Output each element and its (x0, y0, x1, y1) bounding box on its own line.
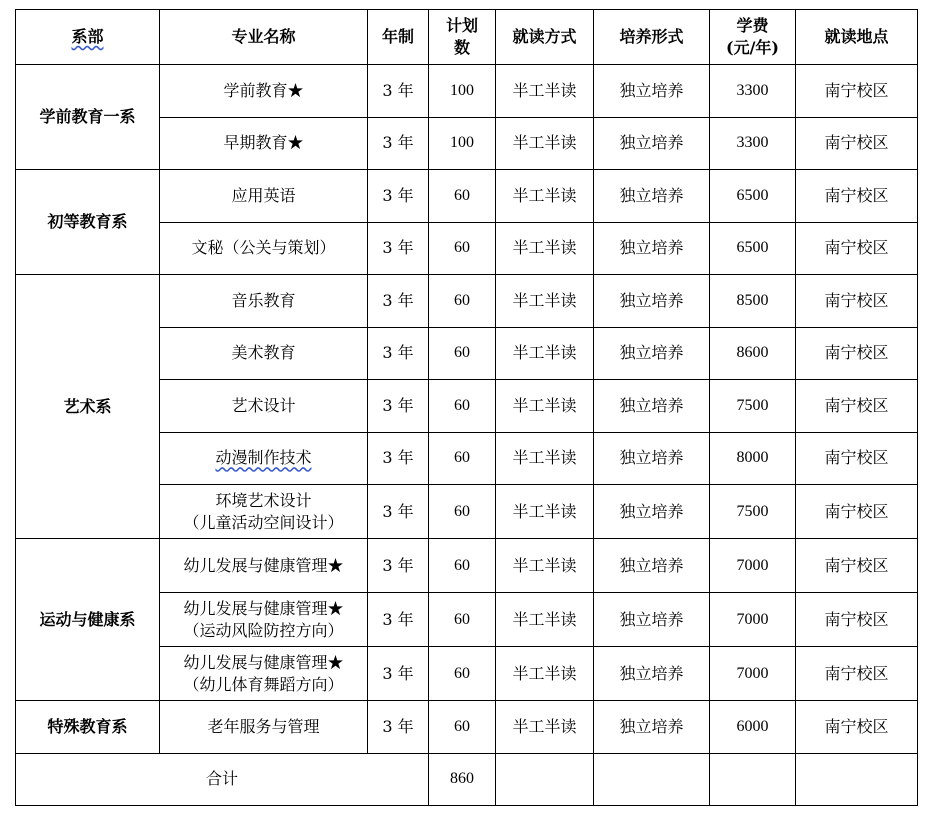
table-row (16, 701, 918, 754)
plan-cell: 60 (429, 275, 496, 328)
fee-cell: 8500 (710, 275, 796, 328)
dept-cell: 运动与健康系 (16, 539, 160, 701)
major-cell: 环境艺术设计 （儿童活动空间设计） (160, 485, 368, 539)
header-location: 就读地点 (796, 10, 918, 65)
dept-cell: 特殊教育系 (16, 701, 160, 754)
total-label: 合计 (16, 753, 429, 806)
years-cell: 3 年 (368, 170, 429, 223)
years-cell: 3 年 (368, 485, 429, 539)
location-cell: 南宁校区 (796, 647, 918, 701)
plan-cell: 60 (429, 647, 496, 701)
location-cell: 南宁校区 (796, 380, 918, 433)
fee-cell: 3300 (710, 117, 796, 170)
plan-cell: 100 (429, 117, 496, 170)
dept-cell: 学前教育一系 (16, 65, 160, 170)
empty-cell (594, 753, 710, 806)
table-row (16, 539, 918, 593)
mode-cell: 半工半读 (496, 485, 594, 539)
major-cell: 幼儿发展与健康管理★ (160, 539, 368, 593)
years-cell: 3 年 (368, 380, 429, 433)
mode-cell: 半工半读 (496, 117, 594, 170)
fee-cell: 3300 (710, 65, 796, 118)
table-row (16, 65, 918, 118)
form-cell: 独立培养 (594, 593, 710, 647)
fee-cell: 6000 (710, 701, 796, 754)
major-cell: 音乐教育 (160, 275, 368, 328)
location-cell: 南宁校区 (796, 701, 918, 754)
form-cell: 独立培养 (594, 539, 710, 593)
mode-cell: 半工半读 (496, 539, 594, 593)
empty-cell (710, 753, 796, 806)
header-fee: 学费 (元/年) (710, 10, 796, 65)
years-cell: 3 年 (368, 539, 429, 593)
enrollment-plan-table (15, 9, 918, 806)
major-cell: 美术教育 (160, 327, 368, 380)
header-major: 专业名称 (160, 10, 368, 65)
header-years: 年制 (368, 10, 429, 65)
fee-cell: 8000 (710, 432, 796, 485)
form-cell: 独立培养 (594, 432, 710, 485)
fee-cell: 6500 (710, 170, 796, 223)
location-cell: 南宁校区 (796, 539, 918, 593)
form-cell: 独立培养 (594, 275, 710, 328)
location-cell: 南宁校区 (796, 65, 918, 118)
form-cell: 独立培养 (594, 647, 710, 701)
empty-cell (496, 753, 594, 806)
years-cell: 3 年 (368, 593, 429, 647)
form-cell: 独立培养 (594, 65, 710, 118)
mode-cell: 半工半读 (496, 275, 594, 328)
plan-cell: 60 (429, 539, 496, 593)
plan-cell: 60 (429, 380, 496, 433)
plan-cell: 60 (429, 327, 496, 380)
location-cell: 南宁校区 (796, 432, 918, 485)
years-cell: 3 年 (368, 432, 429, 485)
form-cell: 独立培养 (594, 485, 710, 539)
years-cell: 3 年 (368, 275, 429, 328)
major-cell: 早期教育★ (160, 117, 368, 170)
mode-cell: 半工半读 (496, 380, 594, 433)
location-cell: 南宁校区 (796, 170, 918, 223)
fee-cell: 7000 (710, 647, 796, 701)
form-cell: 独立培养 (594, 380, 710, 433)
plan-cell: 60 (429, 222, 496, 275)
fee-cell: 7000 (710, 593, 796, 647)
location-cell: 南宁校区 (796, 222, 918, 275)
location-cell: 南宁校区 (796, 327, 918, 380)
form-cell: 独立培养 (594, 222, 710, 275)
major-cell: 学前教育★ (160, 65, 368, 118)
major-cell: 艺术设计 (160, 380, 368, 433)
form-cell: 独立培养 (594, 701, 710, 754)
dept-cell: 初等教育系 (16, 170, 160, 275)
plan-cell: 60 (429, 593, 496, 647)
years-cell: 3 年 (368, 647, 429, 701)
major-cell: 老年服务与管理 (160, 701, 368, 754)
years-cell: 3 年 (368, 701, 429, 754)
header-form: 培养形式 (594, 10, 710, 65)
mode-cell: 半工半读 (496, 701, 594, 754)
plan-cell: 100 (429, 65, 496, 118)
fee-cell: 7000 (710, 539, 796, 593)
form-cell: 独立培养 (594, 170, 710, 223)
header-plan: 计划 数 (429, 10, 496, 65)
fee-cell: 7500 (710, 485, 796, 539)
header-dept: 系部 (16, 10, 160, 65)
form-cell: 独立培养 (594, 327, 710, 380)
mode-cell: 半工半读 (496, 432, 594, 485)
mode-cell: 半工半读 (496, 222, 594, 275)
mode-cell: 半工半读 (496, 647, 594, 701)
fee-cell: 7500 (710, 380, 796, 433)
table-row (16, 170, 918, 223)
mode-cell: 半工半读 (496, 65, 594, 118)
plan-cell: 60 (429, 701, 496, 754)
plan-cell: 60 (429, 170, 496, 223)
years-cell: 3 年 (368, 117, 429, 170)
location-cell: 南宁校区 (796, 593, 918, 647)
mode-cell: 半工半读 (496, 170, 594, 223)
total-plan: 860 (429, 753, 496, 806)
major-cell: 应用英语 (160, 170, 368, 223)
major-cell: 幼儿发展与健康管理★ （运动风险防控方向） (160, 593, 368, 647)
major-cell: 动漫制作技术 (160, 432, 368, 485)
fee-cell: 8600 (710, 327, 796, 380)
form-cell: 独立培养 (594, 117, 710, 170)
years-cell: 3 年 (368, 65, 429, 118)
location-cell: 南宁校区 (796, 117, 918, 170)
major-cell: 幼儿发展与健康管理★ （幼儿体育舞蹈方向） (160, 647, 368, 701)
years-cell: 3 年 (368, 327, 429, 380)
dept-cell: 艺术系 (16, 275, 160, 539)
major-cell: 文秘（公关与策划） (160, 222, 368, 275)
header-row (16, 10, 918, 65)
total-row (16, 753, 918, 806)
plan-cell: 60 (429, 485, 496, 539)
years-cell: 3 年 (368, 222, 429, 275)
mode-cell: 半工半读 (496, 327, 594, 380)
fee-cell: 6500 (710, 222, 796, 275)
location-cell: 南宁校区 (796, 485, 918, 539)
empty-cell (796, 753, 918, 806)
mode-cell: 半工半读 (496, 593, 594, 647)
plan-cell: 60 (429, 432, 496, 485)
header-mode: 就读方式 (496, 10, 594, 65)
table-row (16, 275, 918, 328)
location-cell: 南宁校区 (796, 275, 918, 328)
